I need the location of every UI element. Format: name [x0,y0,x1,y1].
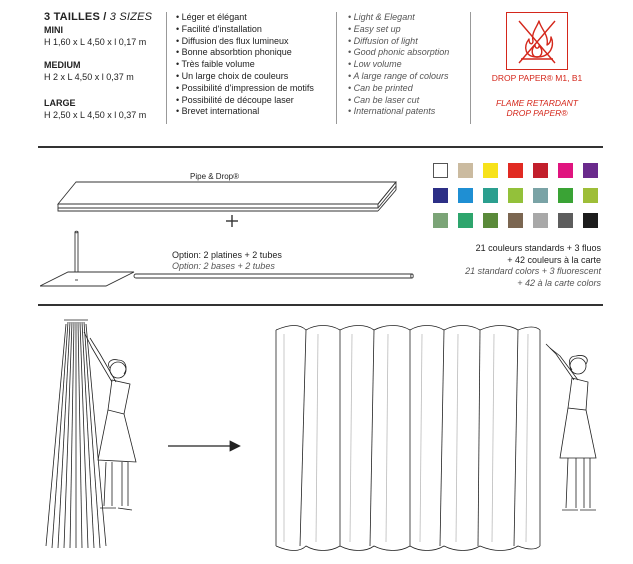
sizes-title-fr: 3 TAILLES [44,11,100,23]
option-fr: Option: 2 platines + 2 tubes [172,250,282,260]
color-swatch [508,213,523,228]
color-swatch [483,213,498,228]
flame-retardant-icon [506,12,568,70]
color-swatch [558,213,573,228]
fire-rating-en-line: DROP PAPER® [506,108,568,118]
feature-item: • Low volume [348,59,449,71]
features-list-fr [176,12,314,118]
fire-rating: DROP PAPER® M1, B1 [491,73,583,83]
size-name: LARGE [44,98,76,108]
size-dims: H 1,60 x L 4,50 x l 0,17 m [44,37,147,47]
color-swatch [533,163,548,178]
feature-item: • Brevet international [176,106,314,118]
feature-item: • Good phonic absorption [348,47,449,59]
folded-pack-illustration [46,320,106,548]
sizes-title-sep: / [100,11,110,23]
option-en: Option: 2 bases + 2 tubes [172,261,275,271]
color-swatch [458,163,473,178]
color-swatch [533,188,548,203]
color-swatch [458,213,473,228]
color-swatch [483,163,498,178]
installation-illustration [0,310,633,564]
color-swatch [433,188,448,203]
colors-line: + 42 à la carte colors [517,277,601,288]
plus-sign [224,214,225,215]
size-name: MINI [44,25,63,35]
feature-item: • Un large choix de couleurs [176,71,314,83]
color-swatch [583,163,598,178]
size-name: MEDIUM [44,60,81,70]
column-divider [470,12,471,124]
sizes-title [44,11,152,23]
feature-item: • Bonne absorbtion phonique [176,47,314,59]
feature-item: • International patents [348,106,449,118]
feature-item: • Can be printed [348,83,449,95]
product-label: Pipe & Drop® [190,172,240,181]
feature-item: • Light & Elegant [348,12,449,24]
feature-item: • A large range of colours [348,71,449,83]
color-swatch [458,188,473,203]
color-swatch [508,163,523,178]
feature-item: • Très faible volume [176,59,314,71]
fire-rating-en [480,98,594,118]
section-divider [38,304,603,306]
woman-left-illustration [84,332,136,510]
column-divider [336,12,337,124]
color-swatch [433,163,448,178]
feature-item: • Léger et élégant [176,12,314,24]
feature-item: • Easy set up [348,24,449,36]
colors-line: 21 standard colors + 3 fluorescent [465,266,601,276]
features-list-en [348,12,449,118]
color-swatch [533,213,548,228]
feature-item: • Facilité d'installation [176,24,314,36]
color-swatch [433,213,448,228]
color-swatch [508,188,523,203]
sizes-title-en: 3 SIZES [109,11,153,23]
colors-line: + 42 couleurs à la carte [507,254,601,265]
feature-item: • Possibilité de découpe laser [176,95,314,107]
color-swatch [558,163,573,178]
color-swatch [583,213,598,228]
feature-item: • Possibilité d'impression de motifs [176,83,314,95]
section-divider [38,146,603,148]
feature-item: • Diffusion des flux lumineux [176,36,314,48]
feature-item: • Can be laser cut [348,95,449,107]
colors-description [420,243,601,289]
option-text [172,250,282,272]
color-swatch [583,188,598,203]
size-dims: H 2,50 x L 4,50 x l 0,37 m [44,110,147,120]
color-swatch [483,188,498,203]
color-swatch [558,188,573,203]
size-dims: H 2 x L 4,50 x l 0,37 m [44,72,134,82]
feature-item: • Diffusion of light [348,36,449,48]
fire-rating-en-line: FLAME RETARDANT [495,98,579,108]
expanded-screen-illustration [276,326,540,551]
woman-right-illustration [546,344,596,510]
column-divider [166,12,167,124]
colors-line: 21 couleurs standards + 3 fluos [475,243,601,253]
